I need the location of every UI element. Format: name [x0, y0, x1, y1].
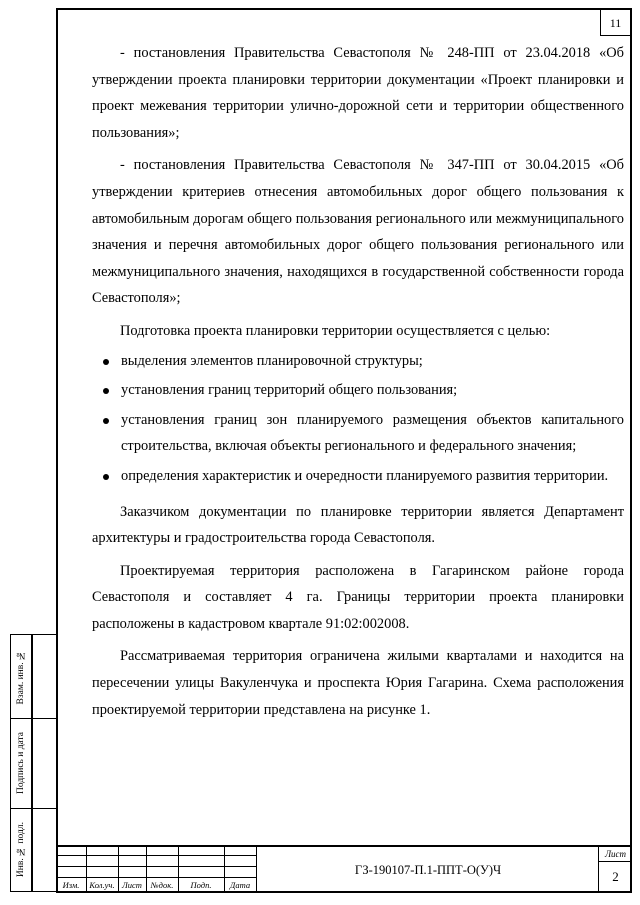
paragraph-boundary: Рассматриваемая территория ограничена жилыми кварталами и находится на пересечении улицы Вакуленчука и проспекта Юрия Гагарина. Схема расположения проектируемой территории представлена на рисунке 1. — [92, 648, 624, 718]
col-ndok: №док. — [150, 880, 174, 890]
list-item: установления границ зон планируемого размещения объектов капитального строительства, включая объекты регионального и федерального значения; — [92, 407, 624, 460]
paragraph-decree-347: - постановления Правительства Севастополя № 347-ПП от 30.04.2015 «Об утверждении критериев отнесения автомобильных дорог общего пользования к автомобильным дорогам общего пользования регионального или межмуниципального значения и перечня автомобильных дорог общего пользования регионального или межмуниципального значения, находящихся в государственной собственности города Севастополя»; — [92, 157, 624, 307]
list-item: определения характеристик и очередности планируемого развития территории. — [92, 463, 624, 490]
side-label-replacement-inv: Взам. инв. № — [16, 649, 26, 705]
sheet-number: 2 — [612, 869, 619, 884]
col-data: Дата — [229, 880, 251, 890]
list-item: установления границ территорий общего пользования; — [92, 377, 624, 404]
bullet-icon — [103, 359, 109, 365]
side-label-original-inv: Инв. № подл. — [16, 822, 26, 878]
col-list: Лист — [122, 880, 142, 890]
purpose-list — [92, 348, 624, 490]
paragraph-decree-248: - постановления Правительства Севастополя № 248-ПП от 23.04.2018 «Об утверждении проекта планировки территории документации «Проект планировки и проект межевания территории улично-дорожной сети и территории общественного пользования»; — [92, 45, 624, 141]
paragraph-location: Проектируемая территория расположена в Гагаринском районе города Севастополя и составляет 4 га. Границы территории проекта планировки расположены в кадастровом квартале 91:02:002008. — [92, 562, 624, 632]
list-item: выделения элементов планировочной структуры; — [92, 348, 624, 375]
side-label-signature-date: Подпись и дата — [16, 732, 26, 795]
sheet-label: Лист — [599, 847, 632, 862]
purpose-intro: Подготовка проекта планировки территории осуществляется с целью: — [120, 322, 551, 339]
top-page-number: 11 — [600, 10, 630, 36]
paragraph-customer: Заказчиком документации по планировке территории является Департамент архитектуры и градостроительства города Севастополя. — [92, 503, 624, 547]
bullet-icon — [103, 474, 109, 480]
title-block — [56, 845, 632, 893]
revision-table — [56, 847, 256, 893]
document-body — [92, 40, 624, 723]
sheet-cell — [598, 847, 632, 893]
col-podp: Подп. — [190, 880, 212, 890]
document-code: ГЗ-190107-П.1-ППТ-О(У)Ч — [256, 847, 599, 893]
side-stamp-values — [32, 634, 56, 892]
col-kol-uch: Кол.уч. — [89, 880, 115, 890]
col-izm: Изм. — [62, 880, 80, 890]
bullet-icon — [103, 418, 109, 424]
bullet-icon — [103, 388, 109, 394]
